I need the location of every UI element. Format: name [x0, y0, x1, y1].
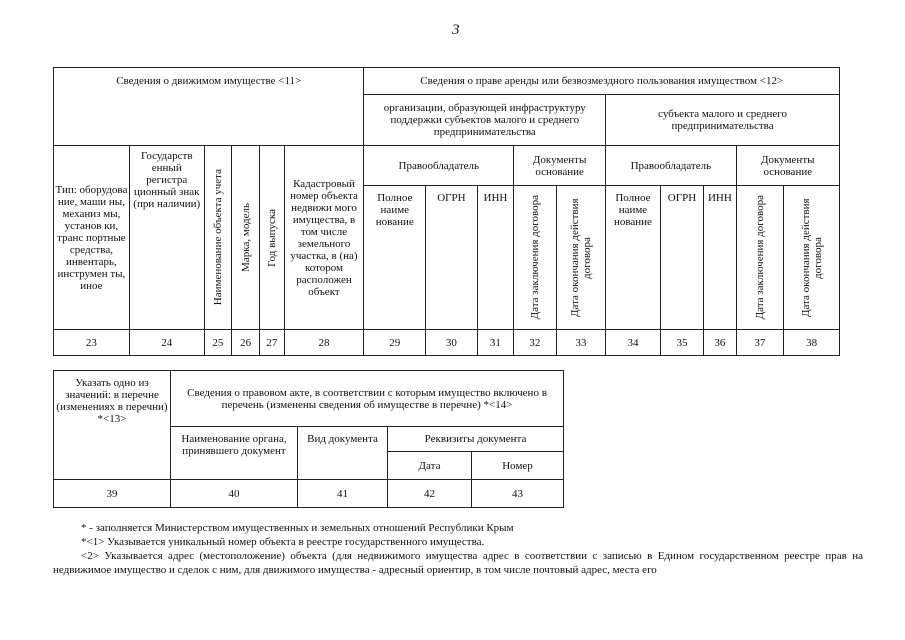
col-number: 34 — [606, 330, 661, 356]
movable-property-header: Сведения о движимом имуществе <11> — [54, 68, 364, 146]
lease-header: Сведения о праве аренды или безвозмездного пользования имуществом <12> — [364, 68, 840, 95]
sme-date-end-header — [784, 186, 840, 330]
col-number: 33 — [556, 330, 606, 356]
col-number: 39 — [54, 480, 171, 508]
col-number: 37 — [736, 330, 784, 356]
column-number-row — [54, 330, 840, 356]
col-23-header: Тип: оборудова ние, маши ны, механиз мы, установ ки, транс портные средства, инвентарь, инструмен ты, иное — [54, 146, 130, 330]
org-docs-header: Документы основание — [514, 146, 606, 186]
col-26-label: Марка, модель — [239, 203, 252, 272]
sme-date-end-label: Дата окончания действия договора — [799, 198, 824, 317]
col-number: 38 — [784, 330, 840, 356]
sme-ogrn-header: ОГРН — [660, 186, 703, 330]
column-number-row-2 — [54, 480, 564, 508]
col-24-header: Государств енный регистра ционный знак (при наличии) — [129, 146, 204, 330]
col-number: 29 — [364, 330, 426, 356]
org-date-concl-header — [514, 186, 556, 330]
org-full-name-header: Полное наиме нование — [364, 186, 426, 330]
property-table — [53, 67, 840, 356]
org-header: организации, образующей инфраструктуру поддержки субъектов малого и среднего предпринимательства — [364, 95, 606, 146]
doc-requisites-header: Реквизиты документа — [388, 427, 564, 452]
col-number: 27 — [260, 330, 284, 356]
sme-inn-header: ИНН — [704, 186, 736, 330]
sme-full-name-header: Полное наиме нование — [606, 186, 661, 330]
org-date-end-label: Дата окончания действия договора — [568, 198, 593, 317]
col-number: 26 — [231, 330, 259, 356]
col-number: 30 — [426, 330, 478, 356]
org-inn-header: ИНН — [477, 186, 513, 330]
col-25-label: Наименование объекта учета — [211, 169, 224, 306]
col-number: 28 — [284, 330, 364, 356]
col-number: 24 — [129, 330, 204, 356]
legal-act-table — [53, 370, 564, 508]
footnotes — [53, 521, 863, 577]
page-number: 3 — [452, 22, 460, 38]
col-43-header: Номер — [472, 452, 564, 480]
col-number: 31 — [477, 330, 513, 356]
sme-date-concl-header — [736, 186, 784, 330]
col-number: 36 — [704, 330, 736, 356]
col-42-header: Дата — [388, 452, 472, 480]
col-39-header: Указать одно из значений: в перечне (изменениях в перечни) *<13> — [54, 371, 171, 480]
sme-date-concl-label: Дата заключения договора — [753, 195, 766, 320]
col-25-header — [204, 146, 231, 330]
sme-docs-header: Документы основание — [736, 146, 839, 186]
footnote-3: <2> Указывается адрес (местоположение) объекта (для недвижимого имущества адрес в соответствии с записью в Едином государственном реестре прав на недвижимое имущество и сделок с ним, для движимого имущества - адресный ориентир, в том числе почтовый адрес, места его — [53, 550, 863, 576]
col-41-header: Вид документа — [298, 427, 388, 480]
col-number: 35 — [660, 330, 703, 356]
sme-header: субъекта малого и среднего предпринимательства — [606, 95, 840, 146]
col-number: 25 — [204, 330, 231, 356]
org-date-end-header — [556, 186, 606, 330]
org-ogrn-header: ОГРН — [426, 186, 478, 330]
col-26-header — [231, 146, 259, 330]
footnote-2: *<1> Указывается уникальный номер объекта в реестре государственного имущества. — [81, 536, 485, 548]
col-number: 40 — [171, 480, 298, 508]
col-number: 43 — [472, 480, 564, 508]
sme-holder-header: Правообладатель — [606, 146, 736, 186]
org-holder-header: Правообладатель — [364, 146, 514, 186]
col-28-header: Кадастровый номер объекта недвижи мого имущества, в том числе земельного участка, в (на) котором расположен объект — [284, 146, 364, 330]
footnote-1: * - заполняется Министерством имущественных и земельных отношений Республики Крым — [81, 522, 514, 534]
legal-act-header: Сведения о правовом акте, в соответствии с которым имущество включено в перечень (изменены сведения об имуществе в перечне) *<14> — [171, 371, 564, 427]
col-number: 42 — [388, 480, 472, 508]
col-number: 23 — [54, 330, 130, 356]
col-27-label: Год выпуска — [265, 208, 278, 267]
col-number: 32 — [514, 330, 556, 356]
col-27-header — [260, 146, 284, 330]
org-date-concl-label: Дата заключения договора — [528, 195, 541, 320]
col-40-header: Наименование органа, принявшего документ — [171, 427, 298, 480]
col-number: 41 — [298, 480, 388, 508]
